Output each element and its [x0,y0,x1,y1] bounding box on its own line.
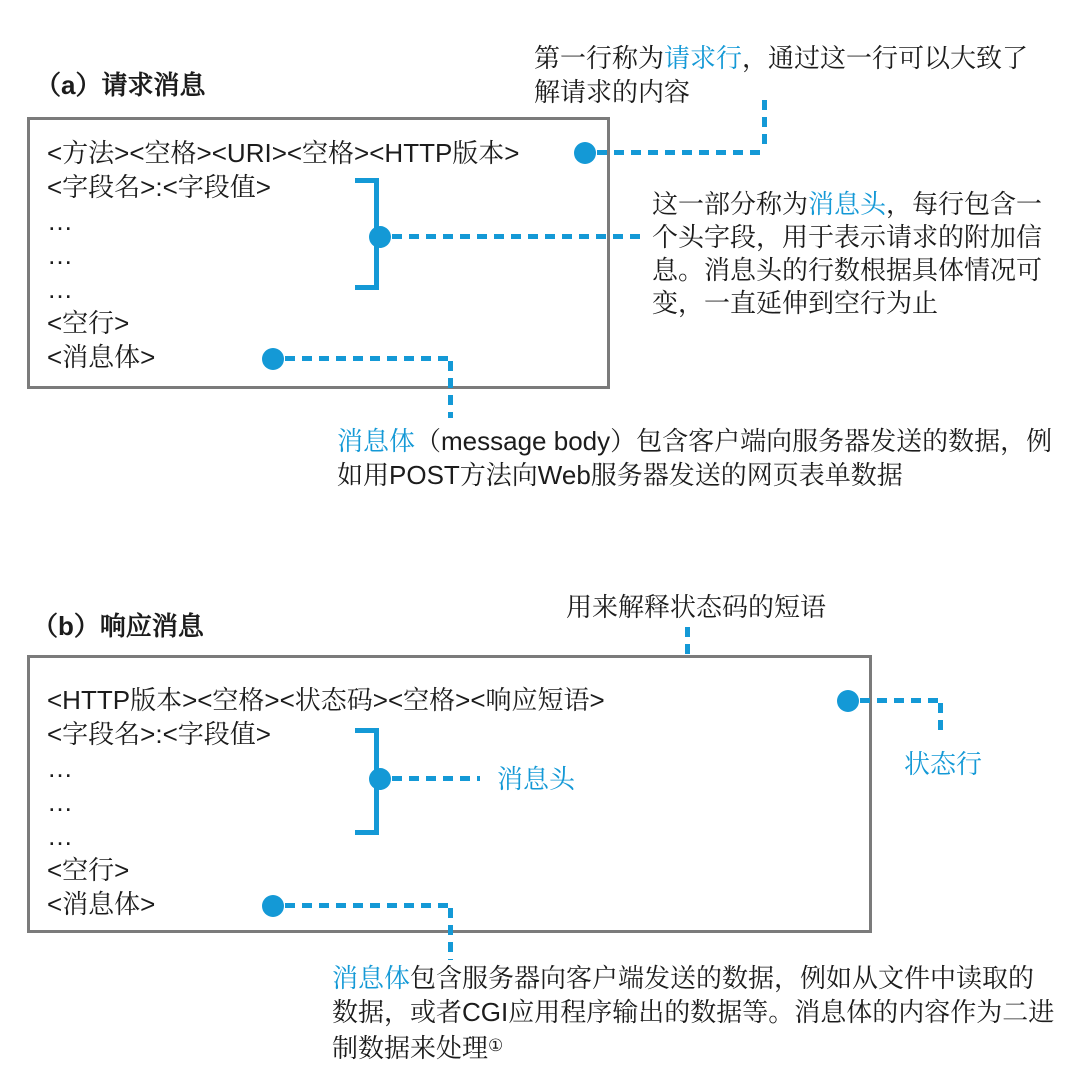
response-box-line-dots1: … [47,753,73,783]
header-annotation-rest: ，每行包含一 [886,189,1043,219]
response-box-line-start: <HTTP版本><空格><状态码><空格><响应短语> [47,685,605,715]
body-connector-h-b [285,903,453,908]
status-line-label: 状态行 [904,749,983,779]
request-box-line-start: <方法><空格><URI><空格><HTTP版本> [47,138,520,168]
request-box-line-body: <消息体> [47,342,156,372]
body-annotation-b-line1 [332,961,1034,995]
request-line-annotation-rest: ，通过这一行可以大致了 [742,43,1029,73]
request-line-annotation-line1 [534,41,1028,75]
request-box-line-field: <字段名>:<字段值> [47,172,271,202]
header-brace-dot-a [369,226,391,248]
response-box-line-field: <字段名>:<字段值> [47,719,271,749]
body-annotation-a-line1 [337,424,1052,458]
status-line-dot [837,690,859,712]
status-line-connector-h [860,698,943,703]
request-box-line-dots1: … [47,206,73,236]
request-line-annotation-prefix: 第一行称为 [534,43,665,73]
header-connector-a [392,234,645,239]
header-brace-dot-b [369,768,391,790]
body-dot-a [262,348,284,370]
request-line-annotation-line2: 解请求的内容 [534,77,691,107]
footnote-mark: ① [488,1036,504,1055]
request-line-connector-v [762,100,767,150]
body-connector-h-a [285,356,451,361]
status-phrase-annotation: 用来解释状态码的短语 [566,592,827,622]
header-annotation-line1 [652,187,1042,221]
section-b-label: （b）响应消息 [32,611,204,641]
header-annotation-prefix: 这一部分称为 [652,189,809,219]
body-annotation-b-line3-text: 制数据来处理 [332,1033,489,1063]
request-line-connector-h [597,150,767,155]
response-box-line-dots2: … [47,787,73,817]
body-connector-v-a [448,361,453,418]
body-annotation-b-rest: 包含服务器向客户端发送的数据，例如从文件中读取的 [410,963,1035,993]
body-dot-b [262,895,284,917]
header-term: 消息头 [808,189,887,219]
header-annotation-line2: 个头字段，用于表示请求的附加信 [652,222,1043,252]
body-annotation-b-line3 [332,1029,503,1065]
response-box-line-dots3: … [47,821,73,851]
body-term-b: 消息体 [332,963,411,993]
response-box-line-body: <消息体> [47,889,156,919]
status-phrase-connector-v [685,627,690,657]
request-line-term: 请求行 [664,43,743,73]
header-label-b: 消息头 [497,764,576,794]
body-annotation-a-line2: 如用POST方法向Web服务器发送的网页表单数据 [337,460,903,490]
body-connector-v-b [448,908,453,960]
request-box-line-blank: <空行> [47,308,130,338]
body-annotation-a-rest: （message body）包含客户端向服务器发送的数据，例 [415,426,1053,456]
request-box-line-dots3: … [47,274,73,304]
body-annotation-b-line2: 数据，或者CGI应用程序输出的数据等。消息体的内容作为二进 [332,997,1055,1027]
response-box-line-blank: <空行> [47,855,130,885]
header-connector-b [392,776,480,781]
section-a-label: （a）请求消息 [35,70,206,100]
request-box-line-dots2: … [47,240,73,270]
status-line-connector-v [938,703,943,733]
header-annotation-line4: 变，一直延伸到空行为止 [652,288,939,318]
header-annotation-line3: 息。消息头的行数根据具体情况可 [652,255,1043,285]
body-term-a: 消息体 [337,426,416,456]
request-line-dot [574,142,596,164]
